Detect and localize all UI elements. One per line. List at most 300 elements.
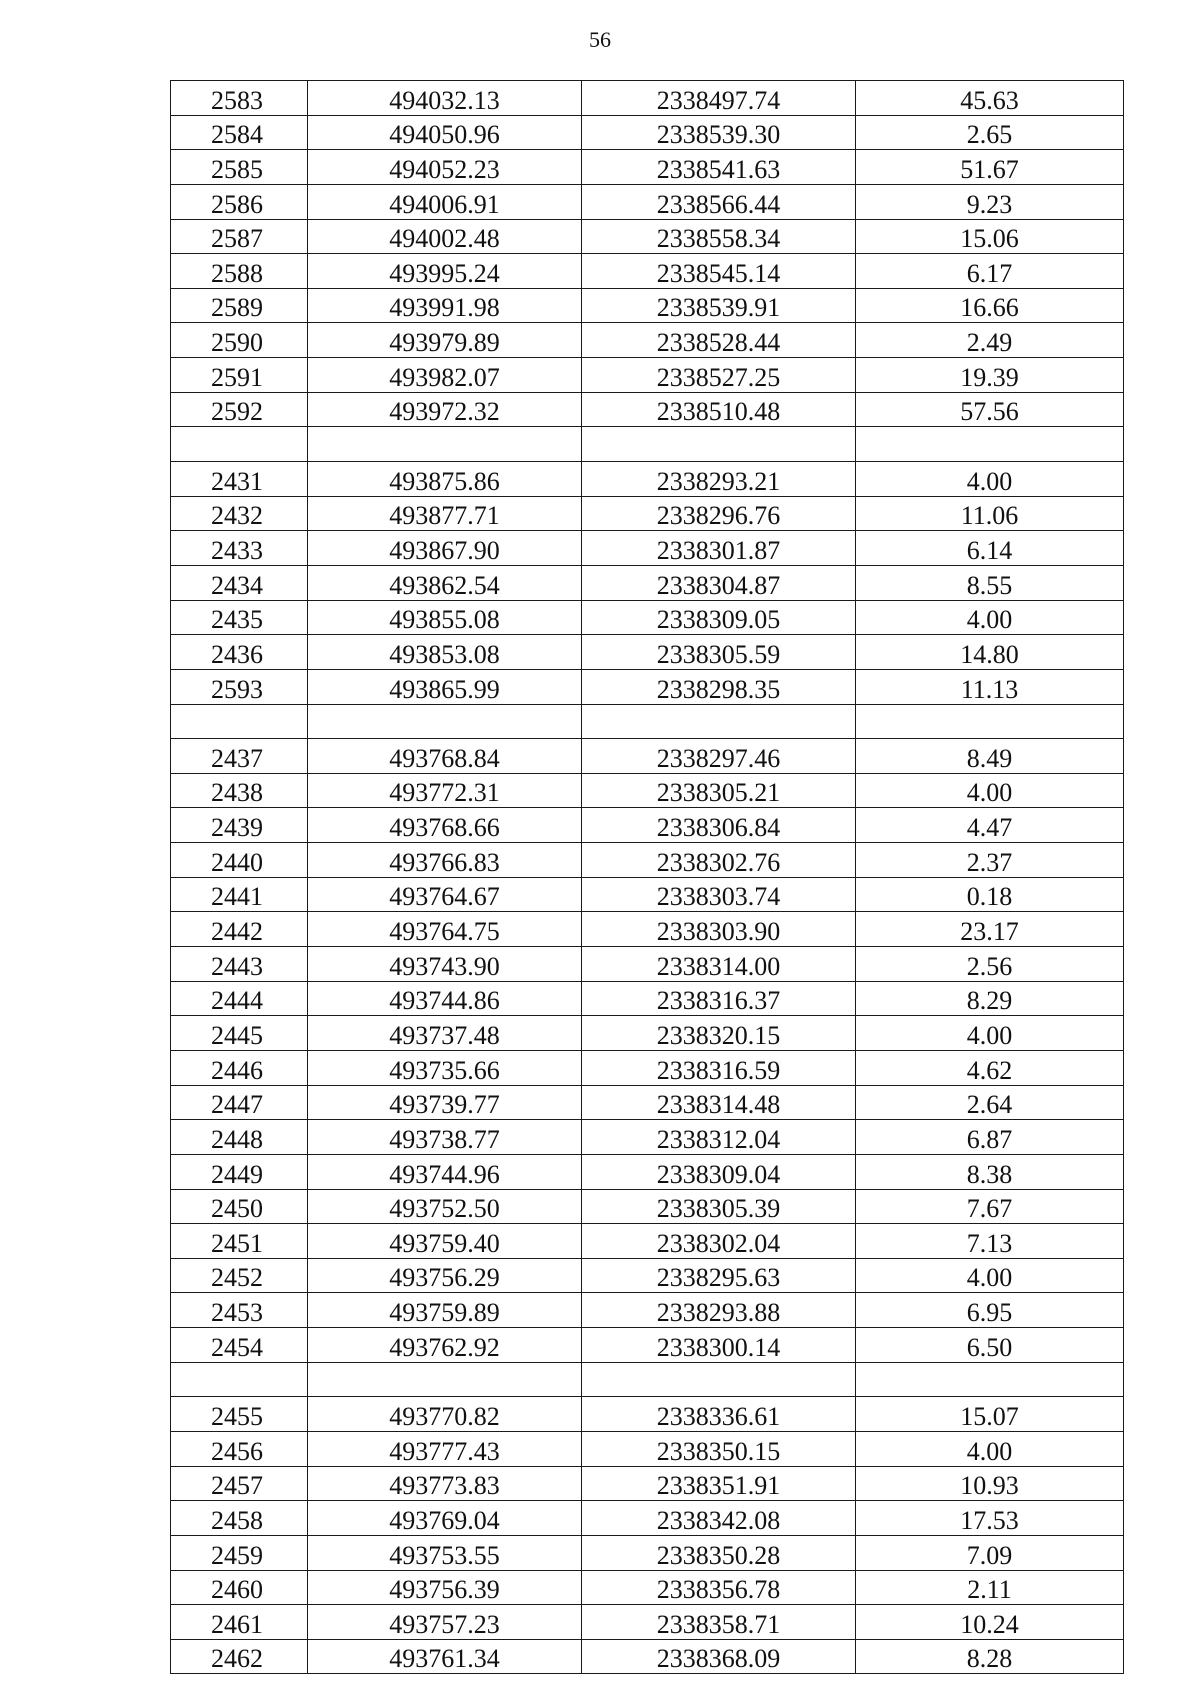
y-coordinate-cell [582,1293,856,1328]
table-row [171,150,1124,185]
y-coordinate-value: 2338305.59 [656,639,781,669]
x-coordinate-value: 493995.24 [389,258,500,288]
y-coordinate-cell [582,981,856,1016]
point-number-value: 2584 [211,120,263,150]
distance-value: 14.80 [960,639,1019,669]
distance-cell [856,843,1124,878]
x-coordinate-value: 493768.66 [389,813,500,843]
point-number-value: 2445 [211,1020,263,1050]
y-coordinate-cell [582,184,856,219]
distance-value: 11.13 [960,674,1019,704]
y-coordinate-cell [582,288,856,323]
distance-value: 2.11 [967,1575,1012,1605]
point-number-value: 2442 [211,917,263,947]
y-coordinate-value: 2338302.76 [656,847,781,877]
x-coordinate-cell [308,115,582,150]
point-number-cell [171,1016,308,1051]
point-number-value: 2592 [211,397,263,427]
table-row [171,1431,1124,1466]
point-number-value: 2459 [211,1540,263,1570]
point-number-value: 2443 [211,951,263,981]
point-number-value: 2587 [211,224,263,254]
y-coordinate-cell [582,1570,856,1605]
point-number-value: 2590 [211,328,263,358]
y-coordinate-cell [582,1535,856,1570]
distance-value: 7.09 [966,1540,1013,1570]
point-number-cell [171,219,308,254]
distance-cell [856,358,1124,393]
point-number-cell [171,1050,308,1085]
distance-value: 2.56 [966,951,1013,981]
table-row [171,808,1124,843]
distance-cell [856,947,1124,982]
x-coordinate-cell [308,1189,582,1224]
y-coordinate-cell [582,877,856,912]
distance-cell [856,427,1124,462]
x-coordinate-value: 493766.83 [389,847,500,877]
point-number-cell [171,1501,308,1536]
x-coordinate-cell [308,947,582,982]
x-coordinate-cell [308,912,582,947]
x-coordinate-cell [308,1154,582,1189]
y-coordinate-value: 2338305.21 [656,778,781,808]
distance-cell [856,635,1124,670]
distance-cell [856,1120,1124,1155]
y-coordinate-cell [582,1431,856,1466]
distance-cell [856,462,1124,497]
x-coordinate-value: 493744.86 [389,986,500,1016]
point-number-value: 2460 [211,1575,263,1605]
point-number-cell [171,1570,308,1605]
distance-value: 23.17 [960,917,1019,947]
point-number-value: 2449 [211,1159,263,1189]
y-coordinate-value: 2338303.74 [656,882,781,912]
x-coordinate-cell [308,1050,582,1085]
distance-cell [856,1570,1124,1605]
point-number-value: 2432 [211,501,263,531]
point-number-cell [171,358,308,393]
x-coordinate-cell [308,323,582,358]
y-coordinate-cell [582,323,856,358]
table-row [171,1050,1124,1085]
x-coordinate-value: 493769.04 [389,1505,500,1535]
x-coordinate-value: 493753.55 [389,1540,500,1570]
y-coordinate-cell [582,254,856,289]
x-coordinate-value: 493764.67 [389,882,500,912]
y-coordinate-value: 2338558.34 [656,224,781,254]
table-row [171,1639,1124,1674]
point-number-cell [171,1085,308,1120]
distance-value: 4.00 [966,778,1013,808]
x-coordinate-value: 494006.91 [389,189,500,219]
y-coordinate-cell [582,496,856,531]
point-number-cell [171,773,308,808]
point-number-value: 2589 [211,293,263,323]
point-number-cell [171,704,308,739]
point-number-cell [171,1535,308,1570]
y-coordinate-cell [582,1397,856,1432]
x-coordinate-cell [308,773,582,808]
point-number-cell [171,427,308,462]
x-coordinate-cell [308,739,582,774]
distance-value: 7.67 [966,1194,1013,1224]
y-coordinate-cell [582,81,856,116]
point-number-value: 2438 [211,778,263,808]
x-coordinate-cell [308,565,582,600]
distance-value: 8.38 [966,1159,1013,1189]
y-coordinate-value: 2338358.71 [656,1609,781,1639]
distance-cell [856,1397,1124,1432]
point-number-value: 2457 [211,1471,263,1501]
point-number-value: 2437 [211,743,263,773]
y-coordinate-value: 2338527.25 [656,362,781,392]
y-coordinate-value: 2338566.44 [656,189,781,219]
y-coordinate-value: 2338368.09 [656,1644,781,1674]
y-coordinate-value: 2338539.91 [656,293,781,323]
y-coordinate-value: 2338541.63 [656,154,781,184]
y-coordinate-value: 2338356.78 [656,1575,781,1605]
point-number-cell [171,877,308,912]
distance-value: 4.00 [966,1436,1013,1466]
distance-value: 8.55 [966,570,1013,600]
y-coordinate-cell [582,392,856,427]
x-coordinate-cell [308,1258,582,1293]
distance-value: 2.65 [966,120,1013,150]
distance-cell [856,600,1124,635]
table-row [171,1085,1124,1120]
y-coordinate-cell [582,1605,856,1640]
point-number-value: 2431 [211,466,263,496]
y-coordinate-cell [582,635,856,670]
point-number-cell [171,1293,308,1328]
distance-cell [856,1362,1124,1397]
x-coordinate-value: 493761.34 [389,1644,500,1674]
y-coordinate-value: 2338293.21 [656,466,781,496]
point-number-value: 2452 [211,1263,263,1293]
table-row [171,462,1124,497]
distance-cell [856,323,1124,358]
y-coordinate-cell [582,1501,856,1536]
distance-value: 2.37 [966,847,1013,877]
y-coordinate-cell [582,150,856,185]
x-coordinate-cell [308,1639,582,1674]
point-number-cell [171,1362,308,1397]
x-coordinate-cell [308,392,582,427]
y-coordinate-value: 2338497.74 [656,85,781,115]
point-number-cell [171,669,308,704]
y-coordinate-value: 2338295.63 [656,1263,781,1293]
distance-value: 4.62 [966,1055,1013,1085]
x-coordinate-value: 493738.77 [389,1124,500,1154]
x-coordinate-cell [308,1120,582,1155]
y-coordinate-value: 2338545.14 [656,258,781,288]
y-coordinate-cell [582,1328,856,1363]
point-number-value: 2450 [211,1194,263,1224]
x-coordinate-value: 494032.13 [389,85,500,115]
distance-cell [856,1189,1124,1224]
table-row [171,81,1124,116]
distance-cell [856,704,1124,739]
x-coordinate-value: 493752.50 [389,1194,500,1224]
y-coordinate-value: 2338309.04 [656,1159,781,1189]
x-coordinate-value: 493737.48 [389,1020,500,1050]
point-number-value: 2456 [211,1436,263,1466]
point-number-cell [171,1397,308,1432]
x-coordinate-cell [308,635,582,670]
table-row [171,1189,1124,1224]
point-number-cell [171,600,308,635]
distance-cell [856,1605,1124,1640]
x-coordinate-value: 493972.32 [389,397,500,427]
distance-cell [856,254,1124,289]
x-coordinate-cell [308,150,582,185]
table-row [171,600,1124,635]
x-coordinate-cell [308,1605,582,1640]
y-coordinate-cell [582,1639,856,1674]
y-coordinate-cell [582,808,856,843]
point-number-cell [171,323,308,358]
distance-value: 15.06 [960,224,1019,254]
distance-value: 6.50 [966,1332,1013,1362]
point-number-cell [171,947,308,982]
y-coordinate-cell [582,1085,856,1120]
table-row [171,1535,1124,1570]
y-coordinate-cell [582,1189,856,1224]
distance-cell [856,288,1124,323]
x-coordinate-value: 493862.54 [389,570,500,600]
distance-cell [856,1050,1124,1085]
point-number-cell [171,739,308,774]
x-coordinate-value: 493768.84 [389,743,500,773]
distance-cell [856,1639,1124,1674]
x-coordinate-cell [308,981,582,1016]
point-number-value: 2462 [211,1644,263,1674]
x-coordinate-cell [308,1293,582,1328]
table-row [171,1501,1124,1536]
x-coordinate-cell [308,427,582,462]
point-number-cell [171,1258,308,1293]
distance-value: 6.87 [966,1124,1013,1154]
x-coordinate-value: 493875.86 [389,466,500,496]
distance-cell [856,1154,1124,1189]
table-row [171,184,1124,219]
separator-row [171,427,1124,462]
y-coordinate-value: 2338316.59 [656,1055,781,1085]
table-row [171,1154,1124,1189]
x-coordinate-cell [308,1570,582,1605]
x-coordinate-value: 493855.08 [389,605,500,635]
page-number: 56 [589,27,611,52]
x-coordinate-value: 493744.96 [389,1159,500,1189]
distance-cell [856,531,1124,566]
point-number-cell [171,981,308,1016]
distance-cell [856,1085,1124,1120]
y-coordinate-cell [582,1224,856,1259]
point-number-cell [171,1120,308,1155]
y-coordinate-cell [582,1362,856,1397]
y-coordinate-value: 2338314.48 [656,1090,781,1120]
distance-cell [856,1535,1124,1570]
table-row [171,1293,1124,1328]
point-number-cell [171,531,308,566]
distance-cell [856,184,1124,219]
coordinates-table-body [171,81,1124,1674]
distance-value: 16.66 [960,293,1019,323]
y-coordinate-value: 2338302.04 [656,1228,781,1258]
table-row [171,288,1124,323]
x-coordinate-value: 493762.92 [389,1332,500,1362]
y-coordinate-value: 2338298.35 [656,674,781,704]
distance-value: 7.13 [966,1228,1013,1258]
y-coordinate-value: 2338296.76 [656,501,781,531]
point-number-value: 2433 [211,535,263,565]
x-coordinate-cell [308,1466,582,1501]
x-coordinate-value: 493759.89 [389,1298,500,1328]
distance-value: 8.49 [966,743,1013,773]
point-number-value: 2454 [211,1332,263,1362]
x-coordinate-value: 493735.66 [389,1055,500,1085]
y-coordinate-value: 2338297.46 [656,743,781,773]
x-coordinate-cell [308,496,582,531]
distance-cell [856,773,1124,808]
distance-value: 9.23 [966,189,1013,219]
x-coordinate-value: 493770.82 [389,1401,500,1431]
distance-cell [856,565,1124,600]
y-coordinate-value: 2338306.84 [656,813,781,843]
point-number-cell [171,1431,308,1466]
x-coordinate-value: 493739.77 [389,1090,500,1120]
x-coordinate-cell [308,1501,582,1536]
y-coordinate-cell [582,219,856,254]
y-coordinate-cell [582,1154,856,1189]
distance-value: 10.24 [960,1609,1019,1639]
x-coordinate-value: 494052.23 [389,154,500,184]
distance-cell [856,808,1124,843]
separator-row [171,1362,1124,1397]
y-coordinate-cell [582,669,856,704]
point-number-cell [171,843,308,878]
x-coordinate-value: 493979.89 [389,328,500,358]
y-coordinate-value: 2338342.08 [656,1505,781,1535]
point-number-cell [171,392,308,427]
x-coordinate-cell [308,1431,582,1466]
y-coordinate-value: 2338293.88 [656,1298,781,1328]
x-coordinate-value: 493743.90 [389,951,500,981]
distance-cell [856,669,1124,704]
x-coordinate-cell [308,1397,582,1432]
x-coordinate-cell [308,1085,582,1120]
y-coordinate-cell [582,565,856,600]
x-coordinate-cell [308,81,582,116]
table-row [171,531,1124,566]
table-row [171,773,1124,808]
y-coordinate-value: 2338336.61 [656,1401,781,1431]
x-coordinate-cell [308,358,582,393]
y-coordinate-value: 2338316.37 [656,986,781,1016]
y-coordinate-value: 2338539.30 [656,120,781,150]
table-row [171,358,1124,393]
point-number-cell [171,912,308,947]
distance-value: 10.93 [960,1471,1019,1501]
point-number-cell [171,1224,308,1259]
x-coordinate-value: 493773.83 [389,1471,500,1501]
coordinates-table [170,80,1124,1674]
distance-cell [856,219,1124,254]
x-coordinate-cell [308,704,582,739]
y-coordinate-cell [582,1016,856,1051]
distance-value: 17.53 [960,1505,1019,1535]
distance-cell [856,1431,1124,1466]
distance-cell [856,1501,1124,1536]
point-number-value: 2447 [211,1090,263,1120]
point-number-value: 2458 [211,1505,263,1535]
point-number-value: 2435 [211,605,263,635]
table-row [171,219,1124,254]
point-number-cell [171,288,308,323]
y-coordinate-value: 2338350.15 [656,1436,781,1466]
table-row [171,912,1124,947]
x-coordinate-value: 493991.98 [389,293,500,323]
table-row [171,565,1124,600]
point-number-value: 2593 [211,674,263,704]
point-number-cell [171,635,308,670]
x-coordinate-value: 493756.39 [389,1575,500,1605]
point-number-cell [171,462,308,497]
point-number-value: 2455 [211,1401,263,1431]
x-coordinate-value: 493867.90 [389,535,500,565]
distance-cell [856,1224,1124,1259]
point-number-cell [171,565,308,600]
y-coordinate-cell [582,115,856,150]
distance-cell [856,877,1124,912]
point-number-value: 2583 [211,85,263,115]
y-coordinate-value: 2338304.87 [656,570,781,600]
table-row [171,1258,1124,1293]
point-number-cell [171,496,308,531]
y-coordinate-value: 2338300.14 [656,1332,781,1362]
point-number-cell [171,184,308,219]
y-coordinate-cell [582,912,856,947]
x-coordinate-cell [308,1535,582,1570]
distance-value: 4.47 [966,813,1013,843]
distance-value: 8.29 [966,986,1013,1016]
x-coordinate-value: 493853.08 [389,639,500,669]
x-coordinate-cell [308,531,582,566]
x-coordinate-value: 493865.99 [389,674,500,704]
table-row [171,496,1124,531]
x-coordinate-value: 493877.71 [389,501,500,531]
x-coordinate-value: 493757.23 [389,1609,500,1639]
point-number-value: 2434 [211,570,263,600]
distance-value: 57.56 [960,397,1019,427]
y-coordinate-cell [582,462,856,497]
y-coordinate-value: 2338301.87 [656,535,781,565]
point-number-value: 2461 [211,1609,263,1639]
point-number-value: 2441 [211,882,263,912]
distance-value: 2.49 [966,328,1013,358]
point-number-cell [171,1154,308,1189]
table-row [171,1397,1124,1432]
x-coordinate-cell [308,462,582,497]
table-row [171,1605,1124,1640]
distance-value: 6.17 [966,258,1013,288]
y-coordinate-cell [582,1258,856,1293]
point-number-value: 2585 [211,154,263,184]
x-coordinate-value: 493764.75 [389,917,500,947]
point-number-cell [171,1189,308,1224]
distance-cell [856,1016,1124,1051]
x-coordinate-cell [308,219,582,254]
